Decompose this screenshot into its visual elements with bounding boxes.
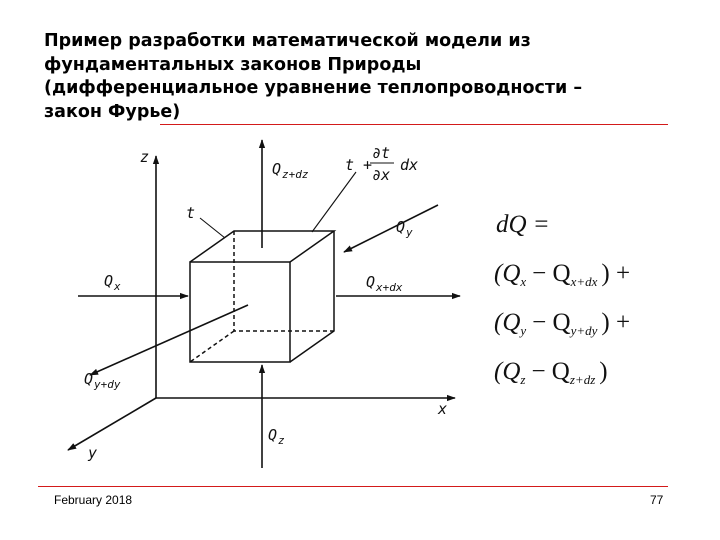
- elementary-cube: [190, 231, 334, 362]
- title-line-1: Пример разработки математической модели из: [44, 31, 531, 51]
- title-line-2: фундаментальных законов Природы: [44, 54, 422, 75]
- label-q-y-dy: $Q_{y+dy}$: [84, 370, 121, 391]
- svg-text:t +: t +: [345, 156, 373, 174]
- z-axis-label: z: [140, 148, 150, 166]
- heat-flux-arrows: [78, 140, 460, 468]
- y-axis: [68, 398, 156, 450]
- leader-temp-gradient: [312, 172, 356, 232]
- label-q-y: $Q_y$: [396, 218, 413, 239]
- label-q-z: $Q_z$: [268, 426, 285, 447]
- page-number: 77: [650, 493, 664, 507]
- equation-line-x: ($Q_x - Q_{x+dx}$ ) +: [494, 260, 631, 289]
- leader-lines: [200, 172, 356, 238]
- title-line-3: (дифференциальное уравнение теплопроводности –: [44, 78, 583, 98]
- label-t: t: [186, 204, 196, 222]
- label-q-z-dz: $Q_{z+dz}$: [272, 160, 309, 181]
- equation-line-y: ($Q_y - Q_{y+dy}$ ) +: [494, 309, 631, 338]
- y-axis-label: y: [88, 444, 98, 462]
- label-q-x: $Q_x$: [104, 272, 121, 293]
- cube-hidden-edge-diagonal: [190, 331, 234, 362]
- flux-arrow-q-y-dy: [90, 305, 248, 375]
- cube-right-face: [290, 231, 334, 362]
- svg-text:dx: dx: [400, 156, 419, 174]
- cube-hidden-edges: [234, 231, 334, 331]
- label-temperature-gradient: [345, 144, 418, 184]
- x-axis-label: x: [438, 400, 448, 418]
- equation-line-z: ($Q_z - Q_{z+dz}$ ): [494, 358, 608, 387]
- leader-t: [200, 218, 225, 238]
- heat-balance-equation: [494, 211, 630, 387]
- label-q-x-dx: $Q_{x+dx}$: [366, 273, 403, 294]
- title-line-4: закон Фурье): [44, 101, 181, 122]
- svg-text:∂t: ∂t: [372, 144, 391, 162]
- equation-lhs: dQ =: [496, 211, 550, 238]
- cube-front-face: [190, 262, 290, 362]
- footer-date: February 2018: [54, 493, 133, 507]
- flux-arrow-q-y: [344, 205, 438, 252]
- svg-text:∂x: ∂x: [372, 166, 391, 184]
- footer-divider: [38, 486, 668, 487]
